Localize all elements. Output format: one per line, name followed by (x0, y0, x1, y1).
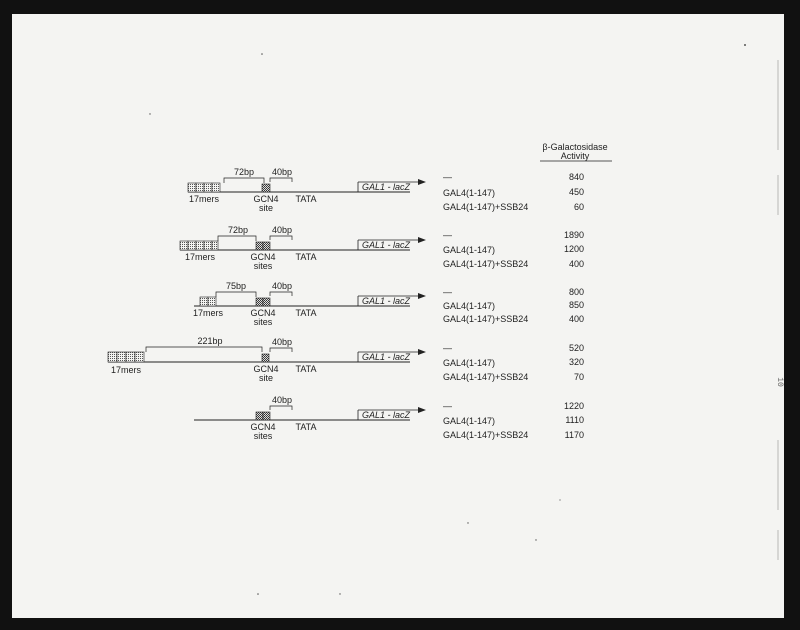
distance-bracket (270, 406, 292, 410)
condition-row: GAL4(1-147)+SSB24 (443, 314, 529, 324)
17mer-boxes (200, 297, 216, 306)
spacer-bracket (216, 292, 256, 297)
gcn4-box (263, 242, 270, 250)
condition-row: GAL4(1-147) (443, 358, 496, 368)
distance-label: 40bp (271, 281, 293, 291)
gcn4-box (262, 184, 270, 192)
reporter-arrowhead (418, 293, 426, 299)
construct-4 (108, 336, 584, 383)
activity-value: 1170 (564, 430, 584, 440)
gcn4-box (263, 412, 270, 420)
activity-value: 1200 (563, 244, 584, 254)
upstream-label: 17mers (110, 365, 142, 375)
activity-value: 400 (568, 259, 584, 269)
distance-bracket (270, 236, 292, 240)
activity-header-line2: Activity (560, 151, 590, 161)
distance-label: 40bp (271, 337, 293, 347)
gcn4-label: GCN4 (253, 364, 279, 374)
reporter-arrowhead (418, 407, 426, 413)
gcn4-sub: sites (253, 431, 273, 441)
distance-bracket (270, 178, 292, 182)
upstream-label: 17mers (184, 252, 216, 262)
upstream-label: 17mers (188, 194, 220, 204)
condition-row: GAL4(1-147)+SSB24 (443, 372, 529, 382)
distance-label: 40bp (271, 167, 293, 177)
gcn4-label: GCN4 (250, 252, 276, 262)
condition-row: GAL4(1-147)+SSB24 (443, 259, 529, 269)
activity-value: 450 (568, 187, 584, 197)
gcn4-label: GCN4 (250, 308, 276, 318)
page-number: 10 (775, 377, 784, 387)
construct-3 (193, 281, 584, 327)
condition-row: — (443, 230, 452, 240)
gcn4-sub: site (258, 373, 274, 383)
tata-label: TATA (295, 308, 317, 318)
upstream-label: 17mers (192, 308, 224, 318)
distance-bracket (270, 292, 292, 296)
gcn4-label: GCN4 (253, 194, 279, 204)
spacer-label: 221bp (197, 336, 223, 346)
reporter-label: GAL1 - lacZ (362, 410, 411, 420)
condition-row: GAL4(1-147)+SSB24 (443, 202, 529, 212)
gcn4-sub: site (258, 203, 274, 213)
construct-2 (180, 225, 584, 271)
activity-header-line1: β-Galactosidase (542, 142, 608, 152)
spacer-bracket (146, 347, 262, 352)
construct-5 (194, 395, 584, 441)
condition-row: — (443, 401, 452, 411)
condition-row: GAL4(1-147) (443, 188, 496, 198)
activity-value: 70 (573, 372, 584, 382)
gcn4-box (256, 412, 263, 420)
tata-label: TATA (295, 194, 317, 204)
reporter-arrowhead (418, 237, 426, 243)
17mer-boxes (180, 241, 218, 250)
reporter-arrowhead (418, 179, 426, 185)
activity-value: 1220 (563, 401, 584, 411)
activity-value: 840 (568, 172, 584, 182)
gcn4-label: GCN4 (250, 422, 276, 432)
construct-1 (188, 167, 584, 213)
activity-value: 800 (568, 287, 584, 297)
tata-label: TATA (295, 422, 317, 432)
spacer-bracket (224, 178, 264, 183)
spacer-label: 72bp (233, 167, 255, 177)
tata-label: TATA (295, 364, 317, 374)
distance-label: 40bp (271, 225, 293, 235)
spacer-label: 72bp (227, 225, 249, 235)
17mer-boxes (108, 352, 144, 362)
condition-row: GAL4(1-147)+SSB24 (443, 430, 529, 440)
condition-row: — (443, 343, 452, 353)
activity-value: 1110 (565, 415, 584, 425)
gcn4-sub: sites (253, 317, 273, 327)
activity-value: 320 (568, 357, 584, 367)
distance-bracket (270, 348, 292, 352)
gcn4-box (256, 298, 263, 306)
reporter-arrowhead (418, 349, 426, 355)
reporter-label: GAL1 - lacZ (362, 182, 411, 192)
gcn4-box (256, 242, 263, 250)
gcn4-box (263, 298, 270, 306)
condition-row: GAL4(1-147) (443, 416, 496, 426)
activity-value: 1890 (563, 230, 584, 240)
gcn4-box (262, 354, 269, 362)
17mer-boxes (188, 183, 220, 192)
gcn4-sub: sites (253, 261, 273, 271)
condition-row: GAL4(1-147) (443, 245, 496, 255)
reporter-label: GAL1 - lacZ (362, 240, 411, 250)
distance-label: 40bp (271, 395, 293, 405)
spacer-bracket (218, 236, 256, 241)
condition-row: — (443, 287, 452, 297)
spacer-label: 75bp (225, 281, 247, 291)
tata-label: TATA (295, 252, 317, 262)
activity-value: 60 (573, 202, 584, 212)
reporter-label: GAL1 - lacZ (362, 296, 411, 306)
condition-row: — (443, 172, 452, 182)
activity-value: 400 (568, 314, 584, 324)
activity-value: 520 (568, 343, 584, 353)
reporter-label: GAL1 - lacZ (362, 352, 411, 362)
activity-value: 850 (568, 300, 584, 310)
condition-row: GAL4(1-147) (443, 301, 496, 311)
